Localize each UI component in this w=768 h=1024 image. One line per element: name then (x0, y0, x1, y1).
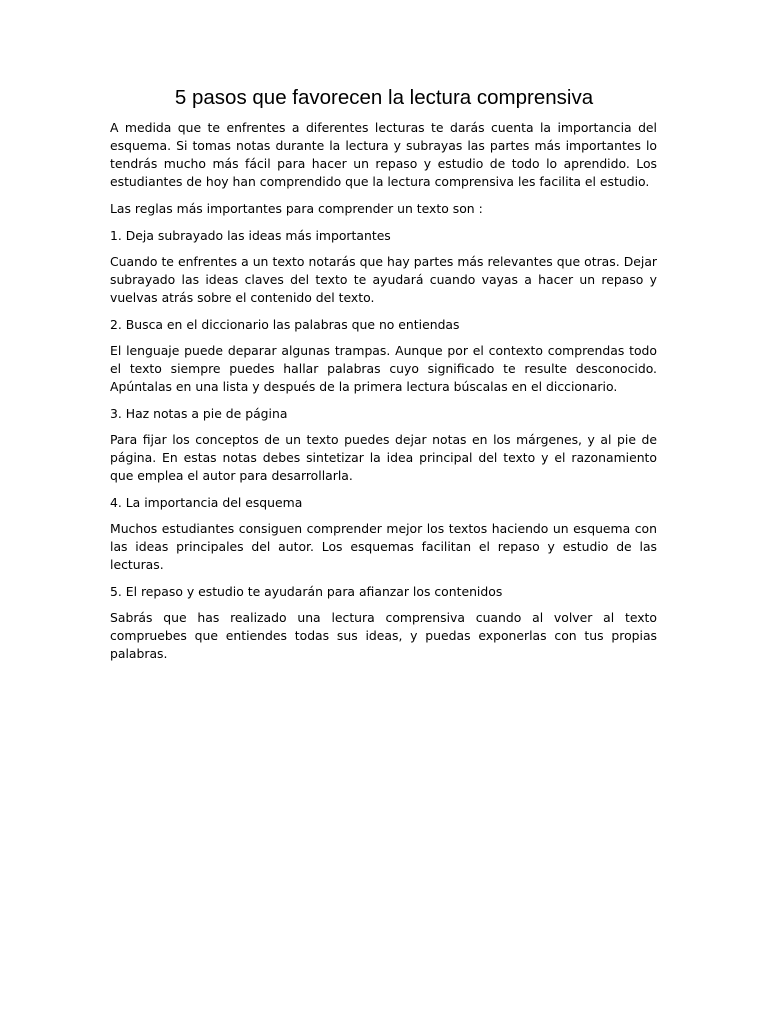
step-5-heading: 5. El repaso y estudio te ayudarán para afianzar los contenidos (110, 584, 503, 599)
intro-paragraph: A medida que te enfrentes a diferentes lecturas te darás cuenta la importancia del esquema. Si tomas notas durante la lectura y subrayas las partes más importantes lo tendrás mucho más fácil para hacer un repaso y estudio de todo lo aprendido. Los estudiantes de hoy han comprendido que la lectura comprensiva les facilita el estudio. (110, 120, 657, 189)
step-4-paragraph: Muchos estudiantes consiguen comprender mejor los textos haciendo un esquema con las ideas principales del autor. Los esquemas facilitan el repaso y estudio de las lecturas. (110, 521, 657, 572)
step-2-paragraph: El lenguaje puede deparar algunas trampas. Aunque por el contexto comprendas todo el texto siempre puedes hallar palabras cuyo significado te resulte desconocido. Apúntalas en una lista y después de la primera lectura búscalas en el diccionario. (110, 343, 657, 394)
step-3-paragraph: Para fijar los conceptos de un texto puedes dejar notas en los márgenes, y al pie de página. En estas notas debes sintetizar la idea principal del texto y el razonamiento que emplea el autor para desarrollarla. (110, 432, 657, 483)
rules-lead-paragraph: Las reglas más importantes para comprender un texto son : (110, 201, 483, 216)
step-5-paragraph: Sabrás que has realizado una lectura comprensiva cuando al volver al texto compruebes que entiendes todas sus ideas, y puedas exponerlas con tus propias palabras. (110, 610, 657, 661)
document-title: 5 pasos que favorecen la lectura comprensiva (174, 86, 594, 109)
step-1-paragraph: Cuando te enfrentes a un texto notarás que hay partes más relevantes que otras. Dejar subrayado las ideas claves del texto te ayudará cuando vayas a hacer un repaso y vuelvas atrás sobre el contenido del texto. (110, 254, 657, 305)
step-1-heading: 1. Deja subrayado las ideas más importantes (110, 228, 391, 243)
document-body (110, 119, 657, 672)
step-2-heading: 2. Busca en el diccionario las palabras que no entiendas (110, 317, 460, 332)
step-3-heading: 3. Haz notas a pie de página (110, 406, 288, 421)
step-4-heading: 4. La importancia del esquema (110, 495, 303, 510)
